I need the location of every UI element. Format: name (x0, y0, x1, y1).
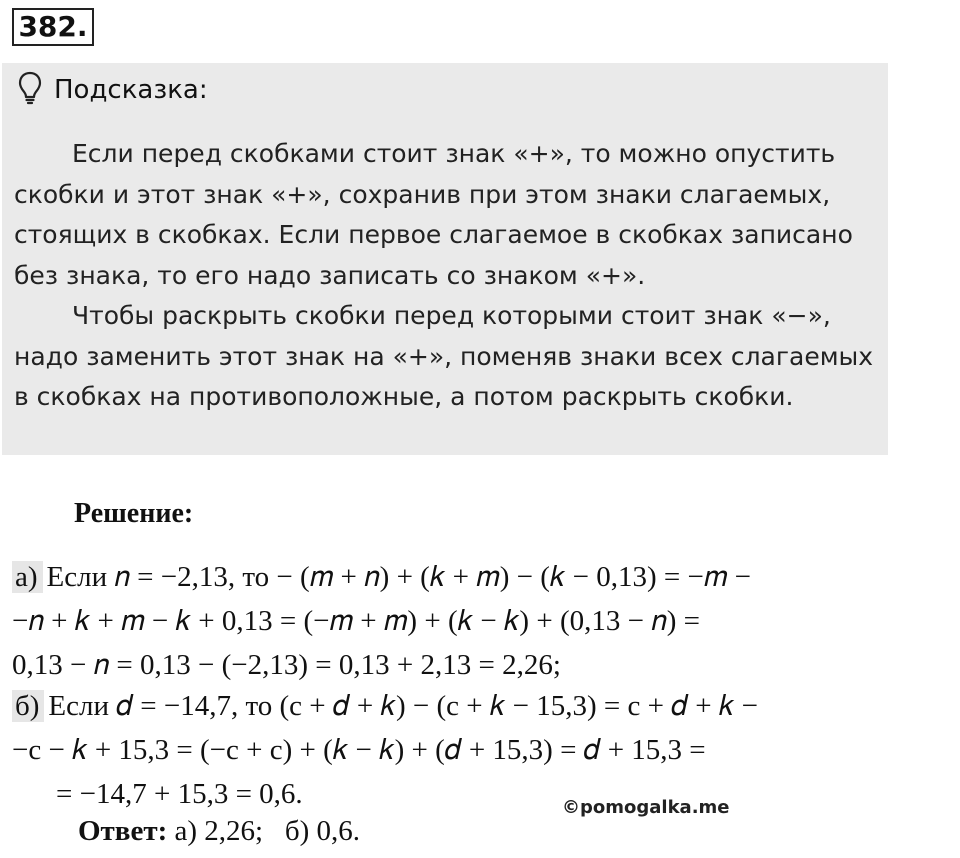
solution-part-b (12, 684, 957, 816)
lightbulb-icon (18, 71, 42, 109)
part-a-line-2: −𝑛 + 𝑘 + 𝑚 − 𝑘 + 0,13 = (−𝑚 + 𝑚) + (𝑘 − 𝑘) + (0,13 − 𝑛) = (12, 605, 701, 637)
solution-title: Решение: (74, 498, 194, 529)
solution-line (12, 684, 957, 728)
part-b-label: б) (12, 690, 44, 722)
part-a-label: а) (12, 561, 43, 593)
part-a-line-1: Если 𝑛 = −2,13, то − (𝑚 + 𝑛) + (𝑘 + 𝑚) − (𝑘 − 0,13) = −𝑚 − (46, 561, 752, 593)
part-b-line-2: −c − 𝑘 + 15,3 = (−c + c) + (𝑘 − 𝑘) + (𝑑 + 15,3) = 𝑑 + 15,3 = (12, 734, 706, 766)
answer-b: б) 0,6. (284, 815, 361, 847)
hint-title: Подсказка: (54, 75, 208, 105)
answer-line (78, 815, 360, 848)
problem-number: 382. (12, 8, 94, 46)
answer-a: а) 2,26; (174, 815, 264, 847)
hint-text (14, 134, 884, 418)
solution-line (12, 555, 957, 599)
watermark: ©pomogalka.me (562, 797, 730, 818)
solution-part-a (12, 555, 957, 687)
solution-line (12, 728, 957, 772)
hint-paragraph-1: Если перед скобками стоит знак «+», то можно опустить скобки и этот знак «+», сохранив при этом знаки слагаемых, стоящих в скобках. Если первое слагаемое в скобках записано без знака, то его надо записать со знаком «+». (14, 139, 853, 290)
answer-label: Ответ: (78, 815, 168, 847)
hint-header (18, 72, 208, 108)
solution-line (12, 772, 957, 816)
solution-line (12, 643, 957, 687)
part-b-line-3: = −14,7 + 15,3 = 0,6. (56, 778, 303, 810)
part-a-line-3: 0,13 − 𝑛 = 0,13 − (−2,13) = 0,13 + 2,13 = 2,26; (12, 649, 561, 681)
solution-line (12, 599, 957, 643)
hint-paragraph-2: Чтобы раскрыть скобки перед которыми стоит знак «−», надо заменить этот знак на «+», поменяв знаки всех слагаемых в скобках на противоположные, а потом раскрыть скобки. (14, 301, 874, 411)
part-b-line-1: Если 𝑑 = −14,7, то (c + 𝑑 + 𝑘) − (c + 𝑘 − 15,3) = c + 𝑑 + 𝑘 − (48, 690, 758, 722)
